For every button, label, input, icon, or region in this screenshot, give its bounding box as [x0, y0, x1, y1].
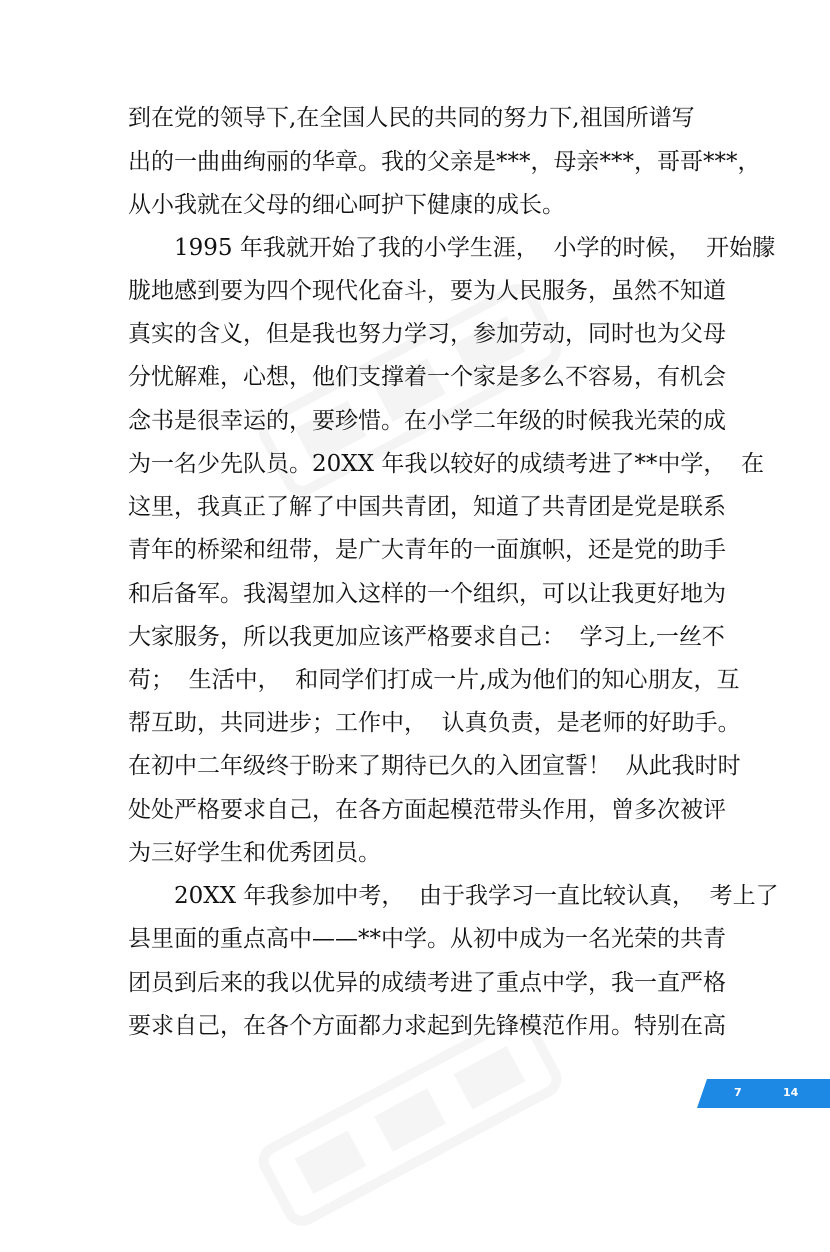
- text-line: 要求自己，在各个方面都力求起到先锋模范作用。特别在高: [128, 1013, 726, 1039]
- text-line: 分忧解难，心想，他们支撑着一个家是多么不容易，有机会: [128, 364, 726, 390]
- text-line: 帮互助，共同进步；工作中， 认真负责，是老师的好助手。: [128, 710, 741, 736]
- text-line: 县里面的重点高中——**中学。从初中成为一名光荣的共青: [128, 926, 726, 952]
- text-line: 大家服务，所以我更加应该严格要求自己： 学习上,一丝不: [128, 624, 725, 650]
- text-line: 这里，我真正了解了中国共青团，知道了共青团是党是联系: [128, 494, 726, 520]
- page-indicator: [697, 1079, 830, 1108]
- text-line: 出的一曲曲绚丽的华章。我的父亲是***，母亲***，哥哥***，: [128, 149, 761, 175]
- text-line: 胧地感到要为四个现代化奋斗，要为人民服务，虽然不知道: [128, 278, 726, 304]
- text-line: 团员到后来的我以优异的成绩考进了重点中学，我一直严格: [128, 970, 726, 996]
- text-line: 苟； 生活中， 和同学们打成一片,成为他们的知心朋友，互: [128, 667, 740, 693]
- text-line: 处处严格要求自己，在各方面起模范带头作用，曾多次被评: [128, 797, 726, 823]
- text-line: 到在党的领导下,在全国人民的共同的努力下,祖国所谱写: [128, 105, 695, 131]
- total-page-number: 14: [783, 1086, 799, 1099]
- text-line: 和后备军。我渴望加入这样的一个组织，可以让我更好地为: [128, 581, 726, 607]
- text-line: 真实的含义，但是我也努力学习，参加劳动，同时也为父母: [128, 321, 726, 347]
- text-line: 1995 年我就开始了我的小学生涯， 小学的时候， 开始朦: [174, 235, 776, 261]
- text-line: 为一名少先队员。20XX 年我以较好的成绩考进了**中学， 在: [128, 451, 764, 477]
- text-line: 20XX 年我参加中考， 由于我学习一直比较认真， 考上了: [174, 883, 779, 909]
- text-line: 为三好学生和优秀团员。: [128, 840, 381, 866]
- text-line: 在初中二年级终于盼来了期待已久的入团宣誓！ 从此我时时: [128, 753, 741, 779]
- text-line: 念书是很幸运的，要珍惜。在小学二年级的时候我光荣的成: [128, 408, 726, 434]
- current-page-number: 7: [734, 1086, 742, 1099]
- text-line: 青年的桥梁和纽带，是广大青年的一面旗帜，还是党的助手: [128, 537, 726, 563]
- page-badge-shape: [697, 1079, 830, 1108]
- text-line: 从小我就在父母的细心呵护下健康的成长。: [128, 192, 565, 218]
